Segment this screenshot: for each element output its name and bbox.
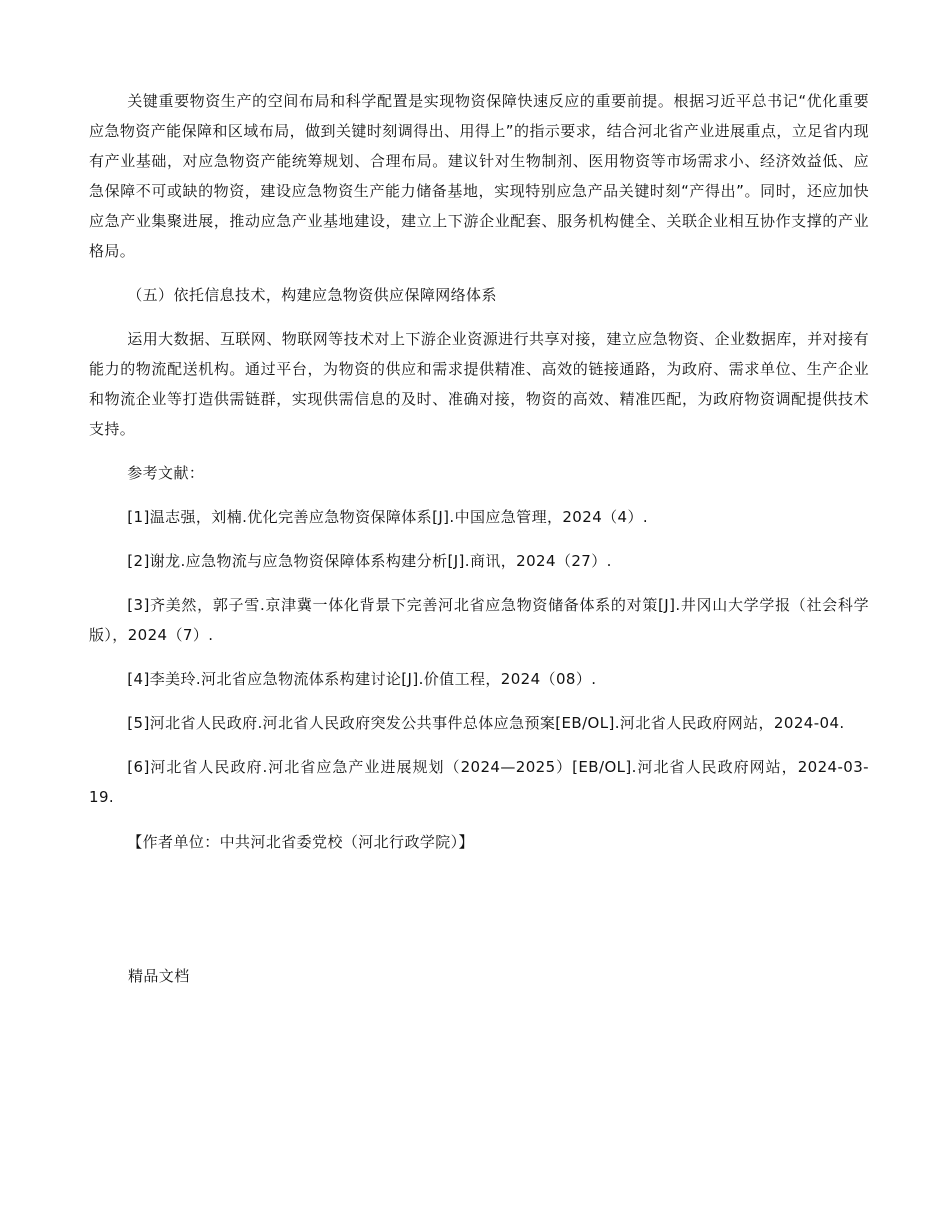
footer-note: 精品文档 [128,967,190,985]
reference-item: [3]齐美然，郭子雪.京津冀一体化背景下完善河北省应急物资储备体系的对策[J].井冈山大学学报（社会科学版），2024（7）. [89,596,869,644]
reference-item: [2]谢龙.应急物流与应急物资保障体系构建分析[J].商讯，2024（27）. [127,552,612,570]
reference-item: [4]李美玲.河北省应急物流体系构建讨论[J].价值工程，2024（08）. [127,670,597,688]
section-heading: （五）依托信息技术，构建应急物资供应保障网络体系 [127,286,497,304]
reference-item: [5]河北省人民政府.河北省人民政府突发公共事件总体应急预案[EB/OL].河北省人民政府网站，2024-04. [127,714,845,732]
reference-item: [6]河北省人民政府.河北省应急产业进展规划（2024—2025）[EB/OL].河北省人民政府网站，2024-03-19. [89,758,869,806]
reference-item: [1]温志强，刘楠.优化完善应急物资保障体系[J].中国应急管理，2024（4）. [127,508,649,526]
author-affiliation: 【作者单位：中共河北省委党校（河北行政学院）】 [127,833,474,851]
document-body [89,86,869,857]
body-paragraph: 运用大数据、互联网、物联网等技术对上下游企业资源进行共享对接，建立应急物资、企业数据库，并对接有能力的物流配送机构。通过平台，为物资的供应和需求提供精准、高效的链接通路，为政府、需求单位、生产企业和物流企业等打造供需链群，实现供需信息的及时、准确对接，物资的高效、精准匹配，为政府物资调配提供技术支持。 [89,330,869,438]
references-label: 参考文献： [127,464,205,482]
body-paragraph: 关键重要物资生产的空间布局和科学配置是实现物资保障快速反应的重要前提。根据习近平总书记“优化重要应急物资产能保障和区域布局，做到关键时刻调得出、用得上”的指示要求，结合河北省产业进展重点，立足省内现有产业基础，对应急物资产能统筹规划、合理布局。建议针对生物制剂、医用物资等市场需求小、经济效益低、应急保障不可或缺的物资，建设应急物资生产能力储备基地，实现特别应急产品关键时刻“产得出”。同时，还应加快应急产业集聚进展，推动应急产业基地建设，建立上下游企业配套、服务机构健全、关联企业相互协作支撑的产业格局。 [89,92,869,260]
